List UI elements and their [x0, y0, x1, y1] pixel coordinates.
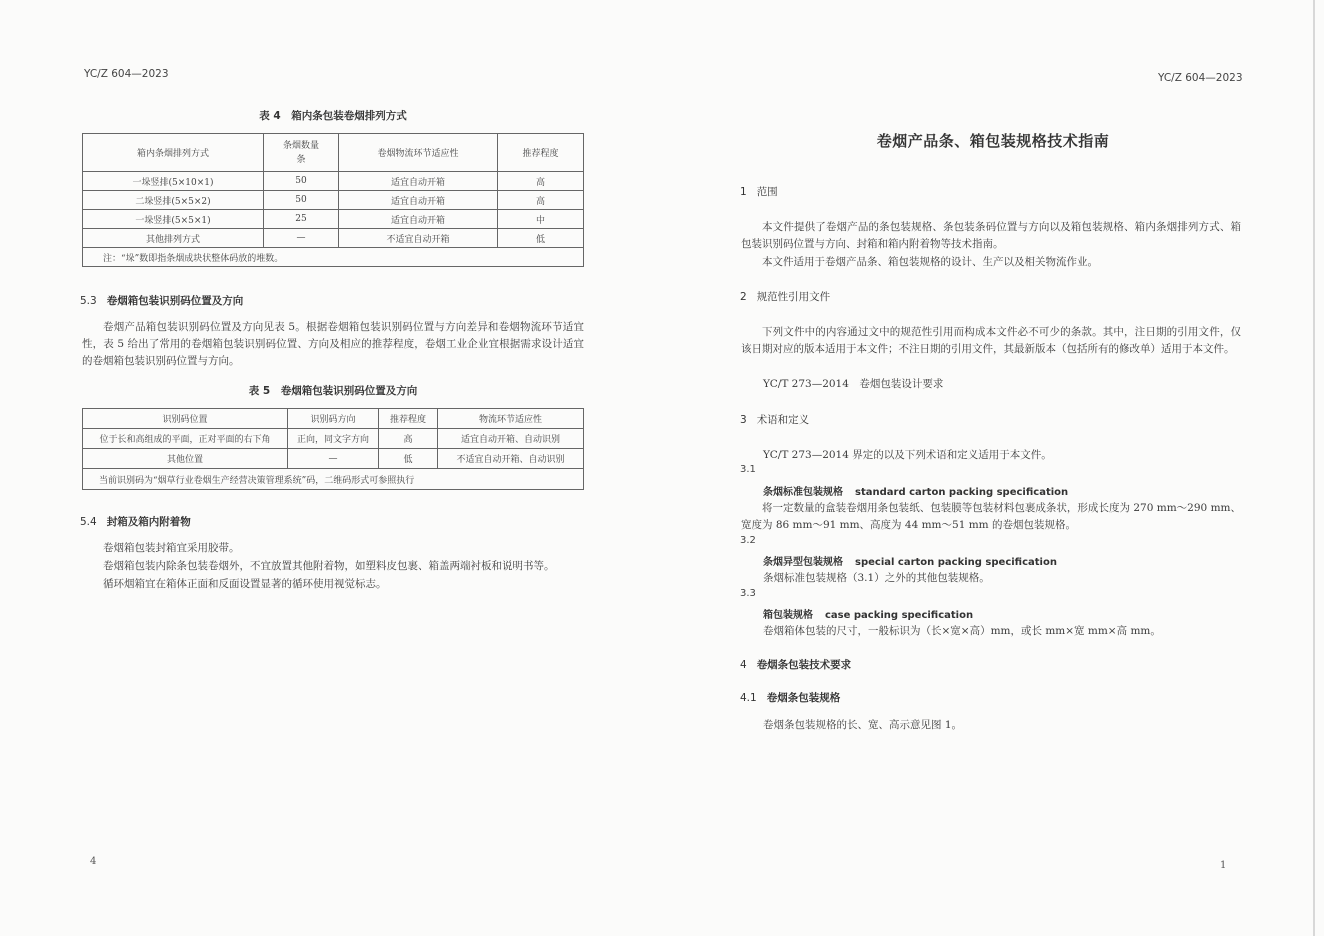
table-cell: 适宜自动开箱 [339, 210, 498, 229]
table4-caption: 表 4 箱内条包装卷烟排列方式 [259, 110, 407, 122]
section-title: 卷烟箱包装识别码位置及方向 [106, 295, 244, 307]
table-row [83, 229, 584, 248]
table-cell: 高 [498, 191, 584, 210]
document-title: 卷烟产品条、箱包装规格技术指南 [876, 132, 1110, 150]
term-number: 3.2 [740, 535, 756, 546]
table4-header-row [83, 134, 584, 172]
section-number: 2 [740, 291, 747, 303]
table4-note-row [83, 248, 584, 267]
table5-header-cell: 物流环节适应性 [438, 409, 584, 429]
section-2-heading [740, 289, 830, 304]
table5-note-row [83, 469, 584, 490]
section-3-intro: YC/T 273—2014 界定的以及下列术语和定义适用于本文件。 [763, 449, 1052, 461]
section-4-1-paragraph: 卷烟条包装规格的长、宽、高示意见图 1。 [763, 719, 963, 731]
table-row [83, 210, 584, 229]
term-definition: 条烟标准包装规格（3.1）之外的其他包装规格。 [763, 572, 990, 584]
table-cell: 二垛竖排(5×5×2) [83, 191, 264, 210]
term-zh: 条烟标准包装规格 [763, 487, 843, 498]
table-cell: 50 [264, 172, 339, 191]
section-5-4-line: 卷烟箱包装内除条包装卷烟外，不宜放置其他附着物，如塑料皮包裹、箱盖两端衬板和说明书等。 [103, 560, 555, 572]
term-heading [763, 553, 1069, 568]
table5-note: 当前识别码为“烟草行业卷烟生产经营决策管理系统”码，二维码形式可参照执行 [83, 469, 584, 490]
normative-reference: YC/T 273—2014 卷烟包装设计要求 [763, 378, 944, 390]
table-cell: 适宜自动开箱 [339, 172, 498, 191]
term-heading [763, 483, 1080, 498]
section-1-para2: 本文件适用于卷烟产品条、箱包装规格的设计、生产以及相关物流作业。 [762, 256, 1098, 268]
table-cell: 其他排列方式 [83, 229, 264, 248]
section-2-paragraph: 下列文件中的内容通过文中的规范性引用而构成本文件必不可少的条款。其中，注日期的引用文件，仅该日期对应的版本适用于本文件；不注日期的引用文件，其最新版本（包括所有的修改单）适用于本文件。 [741, 326, 1241, 355]
table-cell: 适宜自动开箱、自动识别 [438, 429, 584, 449]
table4-header-cell: 条烟数量 条 [264, 134, 339, 172]
page-edge-line [1313, 0, 1315, 936]
section-number: 1 [740, 186, 747, 198]
section-5-3-paragraph: 卷烟产品箱包装识别码位置及方向见表 5。根据卷烟箱包装识别码位置与方向差异和卷烟物流环节适宜性，表 5 给出了常用的卷烟箱包装识别码位置、方向及相应的推荐程度，卷烟工业企业宜根据需求设计适宜的卷烟箱包装识别码位置与方向。 [82, 321, 584, 367]
table-cell: 正向，同文字方向 [288, 429, 379, 449]
table-cell: 中 [498, 210, 584, 229]
right-page-header: YC/Z 604—2023 [1158, 72, 1243, 84]
table4-note: 注：“垛”数即指条烟成块状整体码放的堆数。 [83, 248, 584, 267]
term-number: 3.1 [740, 464, 756, 475]
term-zh: 条烟异型包装规格 [763, 557, 843, 568]
right-page-number: 1 [1220, 860, 1227, 871]
table-cell: 高 [498, 172, 584, 191]
term-en: case packing specification [825, 610, 974, 621]
section-5-4-line: 卷烟箱包装封箱宜采用胶带。 [103, 542, 240, 554]
table-cell: 其他位置 [83, 449, 288, 469]
table5-header-row [83, 409, 584, 429]
section-1-heading [740, 184, 778, 199]
right-page [662, 0, 1324, 936]
table5-header-cell: 识别码方向 [288, 409, 379, 429]
term-en: standard carton packing specification [855, 487, 1069, 498]
section-title: 封箱及箱内附着物 [106, 516, 191, 528]
table-cell: 适宜自动开箱 [339, 191, 498, 210]
table-cell: 不适宜自动开箱 [339, 229, 498, 248]
section-5-4-heading [80, 514, 191, 529]
table4-header-cell: 卷烟物流环节适应性 [339, 134, 498, 172]
section-5-3-heading [80, 293, 243, 308]
table4-header-cell: 箱内条烟排列方式 [83, 134, 264, 172]
term-en: special carton packing specification [855, 557, 1057, 568]
section-number: 3 [740, 414, 747, 426]
table-cell: 位于长和高组成的平面，正对平面的右下角 [83, 429, 288, 449]
table-cell: 25 [264, 210, 339, 229]
section-number: 5.3 [80, 295, 97, 307]
table-cell: 一垛竖排(5×10×1) [83, 172, 264, 191]
section-number: 5.4 [80, 516, 97, 528]
table-row [83, 449, 584, 469]
table5-caption: 表 5 卷烟箱包装识别码位置及方向 [248, 385, 418, 397]
table5-header-cell: 识别码位置 [83, 409, 288, 429]
section-title: 范围 [756, 186, 778, 198]
section-title: 卷烟条包装技术要求 [756, 659, 852, 671]
section-title: 卷烟条包装规格 [766, 692, 841, 704]
table5 [82, 408, 584, 490]
section-3-heading [740, 412, 809, 427]
table-cell: 高 [379, 429, 438, 449]
left-page-header: YC/Z 604—2023 [84, 68, 169, 80]
table-cell: 不适宜自动开箱、自动识别 [438, 449, 584, 469]
table-cell: — [264, 229, 339, 248]
section-number: 4.1 [740, 692, 757, 704]
term-number: 3.3 [740, 588, 756, 599]
table-cell: 低 [379, 449, 438, 469]
table-cell: 一垛竖排(5×5×1) [83, 210, 264, 229]
table-row [83, 429, 584, 449]
section-title: 术语和定义 [756, 414, 810, 426]
term-definition: 将一定数量的盒装卷烟用条包装纸、包装膜等包装材料包裹成条状，形成长度为 270 mm～290 mm、宽度为 86 mm～91 mm、高度为 44 mm～51 mm 的卷烟包装规格。 [741, 502, 1241, 531]
term-definition: 卷烟箱体包装的尺寸，一般标识为（长×宽×高）mm，或长 mm×宽 mm×高 mm。 [763, 625, 1161, 637]
section-5-4-line: 循环烟箱宜在箱体正面和反面设置显著的循环使用视觉标志。 [103, 578, 387, 590]
term-zh: 箱包装规格 [763, 610, 813, 621]
table-cell: 50 [264, 191, 339, 210]
table-row [83, 172, 584, 191]
table4-header-cell: 推荐程度 [498, 134, 584, 172]
table-cell: 低 [498, 229, 584, 248]
section-title: 规范性引用文件 [756, 291, 831, 303]
section-4-1-heading [740, 690, 840, 705]
section-1-para1: 本文件提供了卷烟产品的条包装规格、条包装条码位置与方向以及箱包装规格、箱内条烟排列方式、箱包装识别码位置与方向、封箱和箱内附着物等技术指南。 [741, 221, 1241, 250]
left-page-number: 4 [90, 856, 97, 867]
section-4-heading [740, 657, 851, 672]
term-heading [763, 606, 985, 621]
table4 [82, 133, 584, 267]
section-number: 4 [740, 659, 747, 671]
table-cell: — [288, 449, 379, 469]
table5-header-cell: 推荐程度 [379, 409, 438, 429]
table-row [83, 191, 584, 210]
